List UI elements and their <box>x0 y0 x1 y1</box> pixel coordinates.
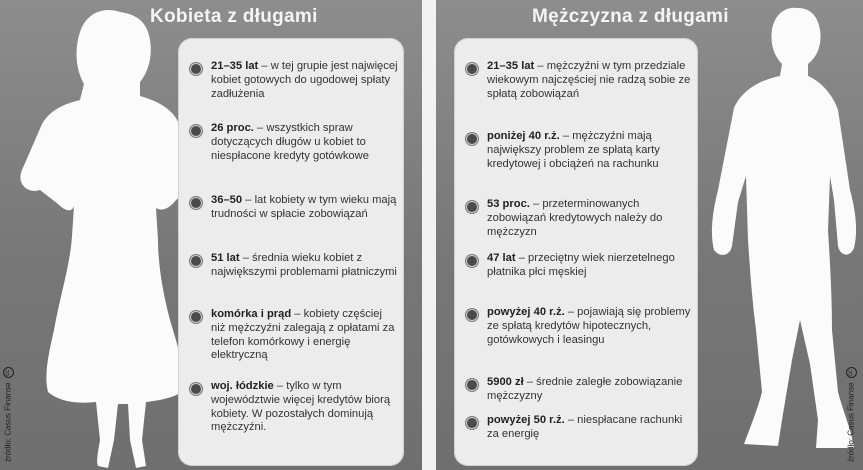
man-silhouette <box>698 0 863 470</box>
bullet-icon <box>466 309 478 321</box>
bullet-icon <box>190 197 202 209</box>
fact-highlight: powyżej 50 r.ż. <box>487 414 565 426</box>
bullet-icon <box>466 255 478 267</box>
women-fact-1 <box>178 60 404 101</box>
fact-text: – wszystkich spraw dotyczących długów u kobiet to niespłacone kredyty gotówkowe <box>211 122 369 162</box>
men-fact-6 <box>454 376 698 404</box>
bullet-icon <box>466 379 478 391</box>
fact-highlight: 21–35 lat <box>211 60 259 72</box>
bullet-icon <box>466 201 478 213</box>
cc-license-icon: cc <box>846 367 857 378</box>
women-title: Kobieta z długami <box>150 6 318 27</box>
fact-text: – pojawiają się problemy ze spłatą kredytów hipotecznych, gotówkowych i leasingu <box>487 306 691 346</box>
men-fact-4 <box>454 252 698 280</box>
men-card <box>454 38 698 466</box>
source-text: źródło: Casus Finanse <box>3 382 13 462</box>
men-title: Mężczyzna z długami <box>532 6 729 27</box>
bullet-icon <box>190 255 202 267</box>
men-fact-3 <box>454 198 698 239</box>
fact-highlight: 26 proc. <box>211 122 254 134</box>
women-panel <box>0 0 422 470</box>
fact-highlight: 47 lat <box>487 252 516 264</box>
source-credit <box>3 367 14 462</box>
source-text: źródło: Casus Finanse <box>846 382 856 462</box>
women-card <box>178 38 404 466</box>
fact-text: – kobiety częściej niż mężczyźni zalegają z opłatami za telefon komórkowy i energię elektryczną <box>211 308 395 362</box>
source-credit <box>846 367 857 462</box>
cc-license-icon: cc <box>3 367 14 378</box>
men-fact-7 <box>454 414 698 442</box>
fact-highlight: 53 proc. <box>487 198 530 210</box>
bullet-icon <box>466 63 478 75</box>
bullet-icon <box>190 311 202 323</box>
women-fact-5 <box>178 308 404 363</box>
fact-highlight: woj. łódzkie <box>211 380 274 392</box>
fact-highlight: powyżej 40 r.ż. <box>487 306 565 318</box>
fact-text: – przeciętny wiek nierzetelnego płatnika płci męskiej <box>487 252 675 278</box>
men-fact-5 <box>454 306 698 347</box>
bullet-icon <box>190 125 202 137</box>
women-fact-6 <box>178 380 404 435</box>
fact-highlight: 5900 zł <box>487 376 524 388</box>
fact-text: – mężczyźni mają największy problem ze spłatą karty kredytowej i obciążeń na rachunku <box>487 130 660 170</box>
bullet-icon <box>190 63 202 75</box>
women-fact-4 <box>178 252 404 280</box>
bullet-icon <box>466 417 478 429</box>
bullet-icon <box>466 133 478 145</box>
fact-text: – mężczyźni w tym przedziale wiekowym najczęściej nie radzą sobie ze spłatą zobowiązań <box>487 60 691 100</box>
men-fact-2 <box>454 130 698 171</box>
women-fact-3 <box>178 194 404 222</box>
men-fact-1 <box>454 60 698 101</box>
fact-text: – w tej grupie jest najwięcej kobiet gotowych do ugodowej spłaty zadłużenia <box>211 60 398 100</box>
bullet-icon <box>190 383 202 395</box>
fact-text: – średnia wieku kobiet z największymi problemami płatniczymi <box>211 252 397 278</box>
fact-text: – lat kobiety w tym wieku mają trudności w spłacie zobowiązań <box>211 194 397 220</box>
women-fact-2 <box>178 122 404 163</box>
fact-highlight: komórka i prąd <box>211 308 292 320</box>
fact-highlight: 36–50 <box>211 194 243 206</box>
fact-text: – przeterminowanych zobowiązań kredytowych należy do mężczyzn <box>487 198 663 238</box>
fact-text: – tylko w tym województwie więcej kredytów biorą kobiety. W pozostałych dominują mężczyźni. <box>211 380 391 434</box>
panel-divider <box>422 0 436 470</box>
fact-highlight: poniżej 40 r.ż. <box>487 130 560 142</box>
fact-text: – średnie zaległe zobowiązanie mężczyzny <box>487 376 683 402</box>
fact-highlight: 51 lat <box>211 252 240 264</box>
men-panel <box>436 0 863 470</box>
fact-text: – niespłacane rachunki za energię <box>487 414 683 440</box>
fact-highlight: 21–35 lat <box>487 60 535 72</box>
